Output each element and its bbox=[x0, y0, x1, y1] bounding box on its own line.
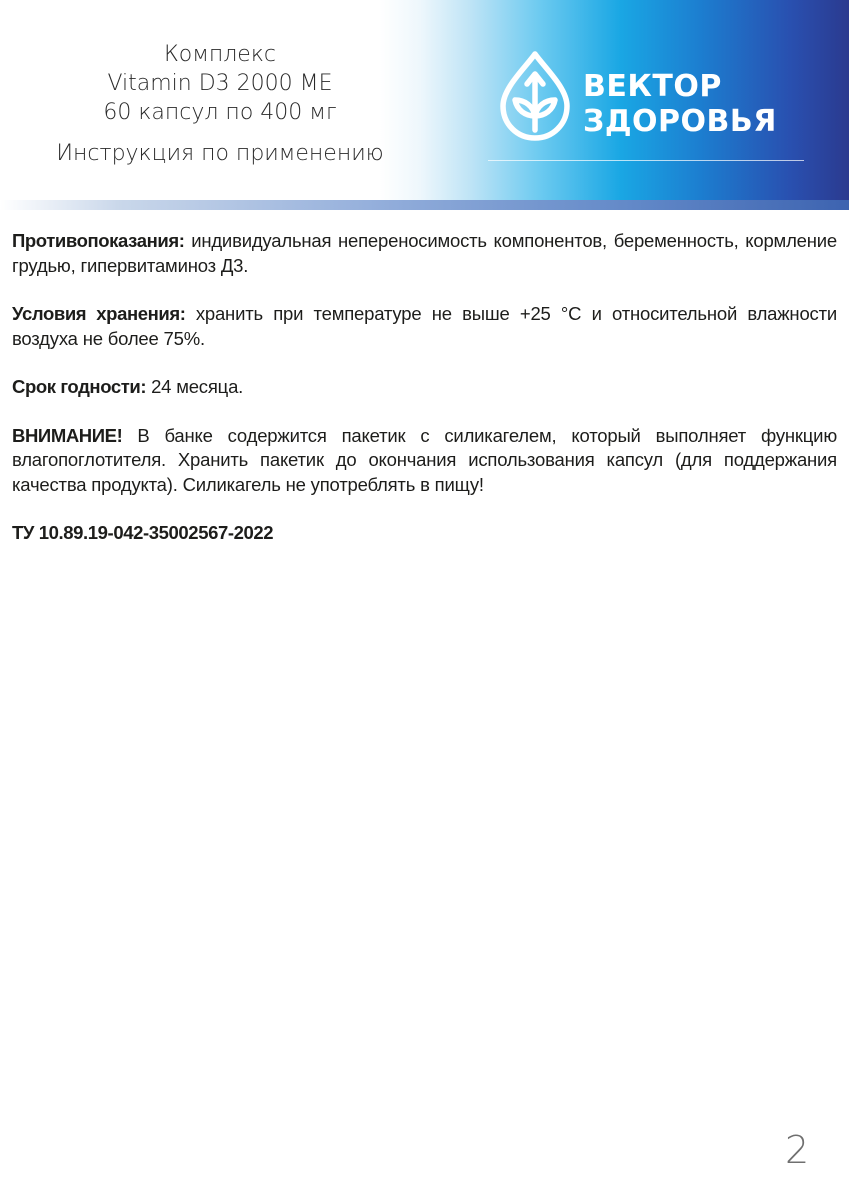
contraindications-label: Противопоказания: bbox=[12, 230, 185, 251]
shelf-life-paragraph bbox=[12, 375, 837, 400]
title-line-2: Vitamin D3 2000 МЕ bbox=[107, 71, 333, 96]
instruction-subtitle: Инструкция по применению bbox=[56, 141, 384, 166]
leaf-drop-arrow-icon bbox=[495, 50, 575, 142]
contraindications-text: индивидуальная непереносимость компонентов, беременность, кормление грудью, гипервитаминоз Д3. bbox=[12, 230, 837, 276]
logo-underline bbox=[488, 160, 804, 161]
shelf-life-label: Срок годности: bbox=[12, 376, 147, 397]
brand-name bbox=[583, 69, 777, 139]
shelf-life-text: 24 месяца. bbox=[146, 376, 244, 397]
instruction-body bbox=[12, 229, 837, 546]
brand-name-line-2: ЗДОРОВЬЯ bbox=[583, 104, 777, 139]
storage-text: хранить при температуре не выше +25 °С и относительной влажности воздуха не более 75%. bbox=[12, 303, 837, 349]
warning-paragraph bbox=[12, 424, 837, 498]
warning-text: В банке содержится пакетик с силикагелем, который выполняет функцию влагопоглотителя. Хранить пакетик до окончания использования капсул (для поддержания качества продукта). Силикагель не употреблять в пищу! bbox=[12, 424, 837, 495]
contraindications-paragraph bbox=[12, 229, 837, 278]
title-line-1: Комплекс bbox=[163, 42, 277, 67]
header-gradient-bar bbox=[0, 200, 849, 210]
technical-spec-code: ТУ 10.89.19-042-35002567-2022 bbox=[12, 522, 274, 543]
page-number: 2 bbox=[785, 1128, 810, 1172]
brand-logo bbox=[495, 50, 795, 150]
title-line-3: 60 капсул по 400 мг bbox=[103, 100, 337, 125]
storage-label: Условия хранения: bbox=[12, 303, 186, 324]
brand-name-line-1: ВЕКТОР bbox=[583, 69, 722, 104]
product-title-block bbox=[40, 40, 400, 168]
warning-label: ВНИМАНИЕ! bbox=[12, 424, 123, 446]
storage-paragraph bbox=[12, 302, 837, 351]
